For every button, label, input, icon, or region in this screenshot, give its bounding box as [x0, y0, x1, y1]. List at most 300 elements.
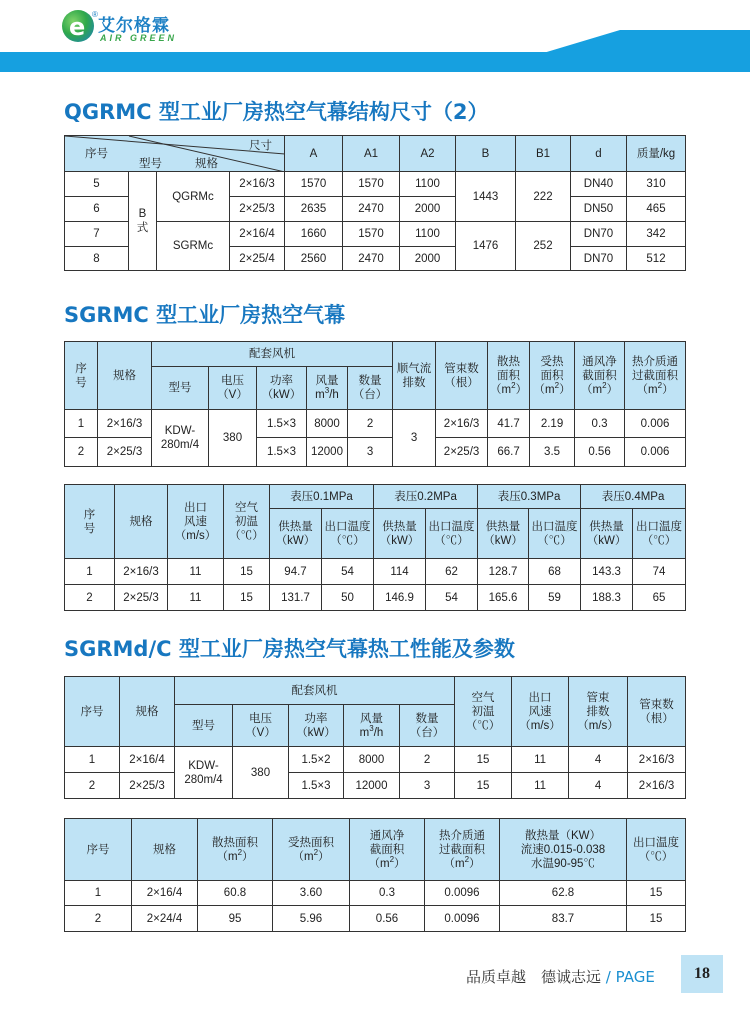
q-2: 流速0.015-0.038 [520, 843, 606, 856]
cell-outlet-temp: 74 [633, 559, 686, 585]
vent-4: ） [394, 857, 406, 870]
q-1: 散热量（KW） [524, 829, 602, 842]
cell-spec: 2×16/3 [98, 410, 152, 438]
tube-1: 管束数 [639, 698, 674, 711]
cell-recv-area: 5.96 [273, 906, 350, 932]
registered-mark: ® [92, 10, 98, 19]
cell-seq: 2 [65, 773, 120, 799]
header-type: 型号 [139, 158, 162, 170]
cell-heat-output: 62.8 [500, 881, 627, 906]
cell-b: 1476 [456, 222, 516, 271]
header-seq [65, 342, 98, 410]
header-flow [393, 342, 436, 410]
air-3: /h [329, 389, 339, 401]
cell-model [175, 747, 233, 799]
q-3: 水温90-95℃ [531, 857, 595, 870]
cell-a1: 1570 [343, 222, 400, 247]
out-1: 出口 [528, 691, 552, 704]
out-2: 风速 [184, 515, 207, 528]
header-power [257, 367, 307, 410]
table-sgrmc-heating [64, 484, 686, 611]
cell-spec: 2×25/3 [98, 438, 152, 467]
cell-outlet-temp: 54 [426, 585, 478, 611]
air-1: 空气 [235, 501, 258, 514]
vol-1: 风量 [360, 712, 383, 725]
cell-air-temp: 15 [455, 747, 512, 773]
heat-4: ） [515, 383, 528, 396]
cell-heat-area: 95 [198, 906, 273, 932]
header-mass: 质量/kg [627, 136, 686, 172]
cell-heat-supply: 94.7 [270, 559, 322, 585]
header-power [289, 705, 344, 747]
cell-voltage: 380 [233, 747, 289, 799]
header-seq: 序号 [65, 677, 120, 747]
cell-outlet-temp: 59 [529, 585, 581, 611]
header-swoosh [500, 28, 750, 54]
cell-a1: 1570 [343, 172, 400, 197]
header-a2: A2 [400, 136, 456, 172]
cell-a: 2560 [285, 247, 343, 271]
header-seq: 序号 [65, 819, 132, 881]
cell-a2: 1100 [400, 172, 456, 197]
recv-4: ） [559, 383, 571, 396]
pow-1: 功率 [270, 375, 293, 387]
t-2: （℃） [537, 534, 572, 547]
cell-mass: 512 [627, 247, 686, 271]
table-row [65, 410, 686, 438]
q-1: 供热量 [485, 520, 521, 533]
cell-medium-area: 0.006 [625, 410, 686, 438]
cell-outlet-speed: 11 [512, 747, 569, 773]
header-outlet-speed [512, 677, 569, 747]
cell-vent-area: 0.3 [575, 410, 625, 438]
q-2: （kW） [483, 534, 523, 547]
header-seq: 序号 [85, 148, 108, 160]
q-2: （kW） [275, 534, 316, 547]
med-3: （m [636, 383, 658, 396]
qty-1: 数量 [358, 375, 382, 387]
cell-vent-area: 0.3 [350, 881, 425, 906]
brand-logo [62, 10, 222, 50]
header-medium-area: 热介质通 过截面积 $(m^2)$ [625, 342, 686, 410]
table-row [65, 773, 686, 799]
vent-1: 通风净 [582, 355, 617, 368]
t-1: 出口温度 [633, 836, 679, 849]
cell-medium-area: 0.0096 [425, 906, 500, 932]
q-1: 供热量 [589, 520, 624, 533]
cell-seq: 7 [65, 222, 129, 247]
cell-outlet-temp: 50 [322, 585, 374, 611]
seq-1: 序 [75, 362, 87, 375]
header-spec: 规格 [115, 485, 168, 559]
cell-airflow: 8000 [307, 410, 348, 438]
model-1: KDW- [164, 425, 196, 437]
header-heat-supply [581, 509, 633, 559]
cell-d: DN70 [571, 247, 627, 271]
cell-heat-supply: 131.7 [270, 585, 322, 611]
cell-d: DN50 [571, 197, 627, 222]
tube-1: 管束数 [444, 362, 479, 375]
heat-3: ） [242, 850, 254, 863]
air-3: （℃） [465, 719, 501, 732]
recv-3: ） [318, 850, 330, 863]
cell-air-temp: 15 [224, 559, 270, 585]
header-vent-area: 通风净 截面积 $(m^2)$ [575, 342, 625, 410]
table-row [65, 172, 686, 197]
cell-seq: 1 [65, 881, 132, 906]
tube-2: （根） [444, 376, 479, 389]
t-2: （℃） [434, 534, 469, 547]
table-row [65, 906, 686, 932]
header-spec: 规格 [120, 677, 175, 747]
t-2: （℃） [641, 534, 677, 547]
cell-spec: 2×25/3 [230, 197, 285, 222]
flow-2: 排数 [402, 376, 426, 389]
cell-seq: 6 [65, 197, 129, 222]
page-label: / PAGE [605, 968, 655, 986]
b-type-1: B [138, 208, 147, 220]
cell-heat-area: 66.7 [488, 438, 530, 467]
table-row [65, 747, 686, 773]
cell-vent-area: 0.56 [350, 906, 425, 932]
model-2: 280m/4 [184, 773, 223, 786]
header-heat-output [500, 819, 627, 881]
air-1: 空气 [471, 691, 495, 704]
cell-tube: 2×25/3 [436, 438, 488, 467]
header-a1: A1 [343, 136, 400, 172]
t-1: 出口温度 [531, 520, 578, 533]
header-voltage [233, 705, 289, 747]
volt-2: （V） [245, 726, 276, 739]
cell-heat-area: 41.7 [488, 410, 530, 438]
cell-a1: 2470 [343, 197, 400, 222]
cell-outlet-speed: 11 [168, 585, 224, 611]
page-header [0, 0, 750, 72]
cell-heat-supply: 146.9 [374, 585, 426, 611]
header-pressure-2: 表压0.2MPa [374, 485, 478, 509]
cell-recv-area: 3.60 [273, 881, 350, 906]
cell-heat-supply: 114 [374, 559, 426, 585]
med-1: 热介质通 [439, 829, 485, 842]
b-type-2: 式 [136, 222, 149, 234]
volt-1: 电压 [221, 375, 244, 387]
header-airflow: 风量 $m^3/h$ [344, 705, 400, 747]
cell-airflow: 12000 [344, 773, 400, 799]
qty-2: （台） [409, 726, 445, 739]
volt-2: （V） [217, 389, 248, 401]
cell-spec: 2×16/4 [132, 881, 198, 906]
cell-heat-supply: 143.3 [581, 559, 633, 585]
t-2: （℃） [330, 534, 365, 547]
row-3: （m/s） [577, 719, 619, 732]
vent-3: （m [368, 857, 390, 870]
cell-seq: 2 [65, 585, 115, 611]
cell-tube-rows: 4 [569, 773, 628, 799]
recv-1: 受热 [540, 355, 564, 368]
qty-2: （台） [352, 389, 388, 401]
cell-vent-area: 0.56 [575, 438, 625, 467]
header-air-temp [224, 485, 270, 559]
flow-1: 顺气流 [396, 362, 432, 375]
cell-air-temp: 15 [455, 773, 512, 799]
vent-2: 截面积 [582, 369, 617, 382]
section-title-qgrmc: QGRMC 型工业厂房热空气幕结构尺寸（2） [64, 100, 489, 124]
header-outlet-temp [627, 819, 686, 881]
q-2: （kW） [379, 534, 420, 547]
cell-seq: 2 [65, 438, 98, 467]
seq-1: 序 [83, 508, 96, 521]
header-bar [0, 52, 750, 72]
t-1: 出口温度 [636, 520, 683, 533]
cell-outlet-speed: 11 [168, 559, 224, 585]
header-tube-rows [569, 677, 628, 747]
seq-2: 号 [75, 376, 87, 389]
cell-outlet-temp: 62 [426, 559, 478, 585]
tube-2: （根） [639, 712, 674, 725]
header-size: 尺寸 [249, 140, 272, 152]
header-airflow: 风量 $m^3/h$ [307, 367, 348, 410]
footer-slogan [466, 966, 655, 987]
header-tube [628, 677, 686, 747]
cell-air-temp: 15 [224, 585, 270, 611]
cell-seq: 2 [65, 906, 132, 932]
cell-seq: 1 [65, 559, 115, 585]
header-outlet-temp [426, 509, 478, 559]
cell-power: 1.5×2 [289, 747, 344, 773]
section-title-sgrmc: SGRMC 型工业厂房热空气幕 [64, 303, 346, 327]
cell-heat-output: 83.7 [500, 906, 627, 932]
header-air-temp [455, 677, 512, 747]
cell-mass: 342 [627, 222, 686, 247]
air-3: （℃） [229, 529, 264, 542]
cell-a: 2635 [285, 197, 343, 222]
cell-flow-rows: 3 [393, 410, 436, 467]
cell-outlet-temp: 15 [627, 881, 686, 906]
q-2: （kW） [586, 534, 627, 547]
cell-heat-supply: 165.6 [478, 585, 529, 611]
header-recv-area: 受热 面积 $(m^2)$ [530, 342, 575, 410]
med-1: 热介质通 [632, 355, 679, 368]
t-1: 出口温度 [428, 520, 475, 533]
out-3: （m/s） [174, 529, 217, 542]
table-sgrmc-fans [64, 341, 686, 467]
cell-b1: 222 [516, 172, 571, 222]
vent-3: （m [581, 383, 603, 396]
heat-1: 散热 [497, 355, 521, 368]
cell-spec: 2×25/3 [115, 585, 168, 611]
cell-a1: 2470 [343, 247, 400, 271]
recv-2: 面积 [540, 369, 564, 382]
cell-spec: 2×16/4 [120, 747, 175, 773]
header-medium-area: 热介质通 过截面积 $(m^2)$ [425, 819, 500, 881]
cell-mass: 310 [627, 172, 686, 197]
header-voltage [209, 367, 257, 410]
header-model: 型号 [175, 705, 233, 747]
cell-spec: 2×25/3 [120, 773, 175, 799]
air-2: m [315, 389, 325, 401]
med-3: （m [443, 857, 465, 870]
cell-spec: 2×25/4 [230, 247, 285, 271]
pow-2: （kW） [261, 389, 302, 401]
cell-airflow: 8000 [344, 747, 400, 773]
header-pressure-3: 表压0.3MPa [478, 485, 581, 509]
cell-power: 1.5×3 [257, 438, 307, 467]
cell-medium-area: 0.0096 [425, 881, 500, 906]
cell-airflow: 12000 [307, 438, 348, 467]
cell-outlet-speed: 11 [512, 773, 569, 799]
vent-2: 截面积 [369, 843, 405, 856]
header-fan: 配套风机 [152, 342, 393, 367]
table-row [65, 559, 686, 585]
header-model: 型号 [152, 367, 209, 410]
cell-spec: 2×16/3 [230, 172, 285, 197]
cell-mass: 465 [627, 197, 686, 222]
cell-quantity: 3 [348, 438, 393, 467]
volt-1: 电压 [249, 712, 272, 725]
header-fan: 配套风机 [175, 677, 455, 705]
cell-spec: 2×16/4 [230, 222, 285, 247]
heat-2: （m [216, 850, 238, 863]
cell-heat-supply: 188.3 [581, 585, 633, 611]
header-heat-supply [478, 509, 529, 559]
cell-b-type [129, 172, 157, 271]
cell-outlet-temp: 68 [529, 559, 581, 585]
slogan-text: 品质卓越 德诚志远 [466, 968, 602, 986]
cell-d: DN70 [571, 222, 627, 247]
cell-heat-area: 60.8 [198, 881, 273, 906]
cell-b1: 252 [516, 222, 571, 271]
cell-seq: 1 [65, 410, 98, 438]
cell-a2: 2000 [400, 247, 456, 271]
diagonal-header-cell [65, 136, 285, 172]
cell-quantity: 3 [400, 773, 455, 799]
cell-quantity: 2 [400, 747, 455, 773]
header-spec: 规格 [98, 342, 152, 410]
logo-icon: e [62, 10, 94, 42]
cell-b: 1443 [456, 172, 516, 222]
cell-a: 1660 [285, 222, 343, 247]
t-2: （℃） [638, 850, 674, 863]
table-row [65, 585, 686, 611]
qty-1: 数量 [415, 712, 439, 725]
header-heat-supply [374, 509, 426, 559]
cell-a2: 1100 [400, 222, 456, 247]
cell-d: DN40 [571, 172, 627, 197]
header-recv-area: 受热面积 $(m^2)$ [273, 819, 350, 881]
q-1: 供热量 [382, 520, 417, 533]
header-outlet-temp [633, 509, 686, 559]
cell-power: 1.5×3 [257, 410, 307, 438]
header-spec: 规格 [132, 819, 198, 881]
out-1: 出口 [184, 501, 207, 514]
air-1: 风量 [315, 375, 339, 387]
header-outlet-speed [168, 485, 224, 559]
cell-tube: 2×16/3 [628, 773, 686, 799]
cell-model [152, 410, 209, 467]
heat-2: 面积 [497, 369, 521, 382]
pow-1: 功率 [304, 712, 328, 725]
cell-seq: 1 [65, 747, 120, 773]
med-2: 过截面积 [439, 843, 485, 856]
vent-1: 通风净 [369, 829, 405, 842]
cell-outlet-temp: 54 [322, 559, 374, 585]
header-tube [436, 342, 488, 410]
header-outlet-temp [529, 509, 581, 559]
air-2: 初温 [235, 515, 258, 528]
cell-a2: 2000 [400, 197, 456, 222]
header-spec: 规格 [195, 158, 218, 170]
header-heat-area: 散热 面积 $(m^2)$ [488, 342, 530, 410]
header-pressure-4: 表压0.4MPa [581, 485, 686, 509]
recv-2: （m [292, 850, 314, 863]
heat-1: 散热面积 [212, 836, 258, 849]
brand-name-en: AIR GREEN [100, 33, 178, 43]
out-2: 风速 [528, 705, 552, 718]
row-1: 管束 [586, 691, 610, 704]
heat-3: （m [490, 383, 512, 396]
cell-heat-supply: 128.7 [478, 559, 529, 585]
table-row [65, 222, 686, 247]
brand-name-cn: 艾尔格霖 [98, 16, 170, 36]
table-sgrmd-fans [64, 676, 686, 799]
header-quantity [400, 705, 455, 747]
cell-a: 1570 [285, 172, 343, 197]
header-b1: B1 [516, 136, 571, 172]
cell-tube: 2×16/3 [436, 410, 488, 438]
table-qgrmc-dimensions [64, 135, 686, 271]
model-1: KDW- [188, 759, 219, 772]
model-2: 280m/4 [160, 439, 200, 451]
cell-seq: 5 [65, 172, 129, 197]
table-sgrmd-thermal [64, 818, 686, 932]
med-4: ） [469, 857, 481, 870]
row-2: 排数 [586, 705, 610, 718]
header-a: A [285, 136, 343, 172]
cell-outlet-temp: 15 [627, 906, 686, 932]
seq-2: 号 [83, 522, 96, 535]
cell-tube-rows: 4 [569, 747, 628, 773]
out-3: （m/s） [519, 719, 561, 732]
vol-2: m [359, 726, 370, 739]
med-2: 过截面积 [632, 369, 679, 382]
cell-model: SGRMc [157, 222, 230, 271]
header-outlet-temp [322, 509, 374, 559]
cell-outlet-temp: 65 [633, 585, 686, 611]
cell-model: QGRMc [157, 172, 230, 222]
cell-medium-area: 0.006 [625, 438, 686, 467]
section-title-sgrmd: SGRMd/C 型工业厂房热空气幕热工性能及参数 [64, 637, 515, 661]
header-heat-area: 散热面积 $(m^2)$ [198, 819, 273, 881]
table-row [65, 881, 686, 906]
header-seq [65, 485, 115, 559]
cell-spec: 2×16/3 [115, 559, 168, 585]
cell-quantity: 2 [348, 410, 393, 438]
header-b: B [456, 136, 516, 172]
air-2: 初温 [471, 705, 495, 718]
cell-power: 1.5×3 [289, 773, 344, 799]
q-1: 供热量 [278, 520, 313, 533]
cell-spec: 2×24/4 [132, 906, 198, 932]
vent-4: ） [606, 383, 619, 396]
cell-seq: 8 [65, 247, 129, 271]
header-d: d [571, 136, 627, 172]
cell-tube: 2×16/3 [628, 747, 686, 773]
med-4: ） [662, 383, 674, 396]
header-quantity [348, 367, 393, 410]
header-heat-supply [270, 509, 322, 559]
cell-recv-area: 3.5 [530, 438, 575, 467]
page-number: 18 [681, 955, 723, 993]
